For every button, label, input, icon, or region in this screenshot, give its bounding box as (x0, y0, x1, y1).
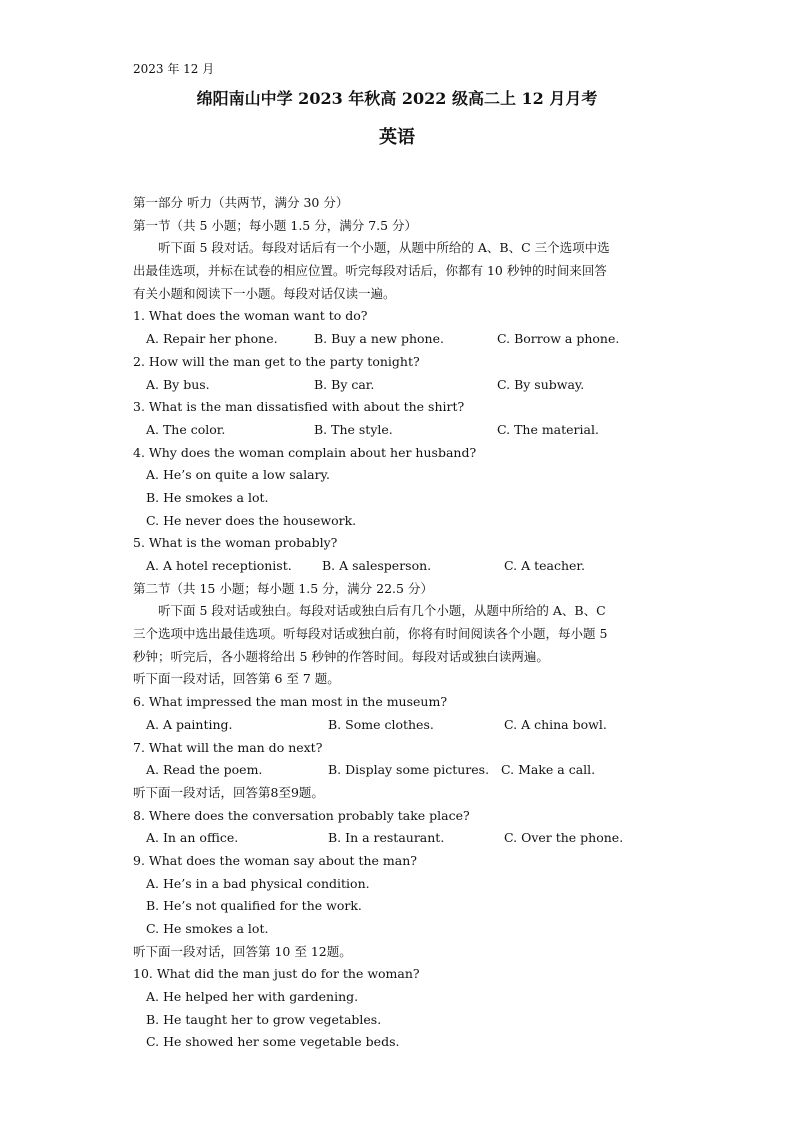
instruction-line: 有关小题和阅读下一小题。每段对话仅读一遍。 (133, 285, 396, 301)
option-b: B. In a restaurant. (328, 830, 445, 846)
option-c: C. By subway. (497, 376, 585, 392)
part-heading: 第一部分 听力（共两节，满分 30 分） (133, 195, 349, 210)
option-row (133, 328, 663, 351)
question-stem: 3. What is the man dissatisfied with about the shirt? (133, 399, 465, 415)
question-stem: 4. Why does the woman complain about her husband? (133, 444, 477, 460)
question-stem: 10. What did the man just do for the woman? (133, 966, 420, 982)
dialog-intro: 听下面一段对话，回答第 6 至 7 题。 (133, 671, 340, 687)
option-b: B. A salesperson. (322, 558, 432, 573)
option-b: B. The style. (314, 421, 393, 437)
option-b: B. He taught her to grow vegetables. (146, 1011, 382, 1027)
option-c: C. A teacher. (504, 558, 585, 573)
question-stem: 9. What does the woman say about the man? (133, 852, 417, 868)
option-row (133, 374, 663, 397)
option-a: A. A painting. (146, 716, 233, 732)
instruction-line: 听下面 5 段对话。每段对话后有一个小题，从题中所给的 A、B、C 三个选项中选 (158, 240, 610, 256)
question-stem: 8. Where does the conversation probably take place? (133, 807, 470, 823)
exam-date: 2023 年 12 月 (133, 62, 215, 76)
question-stem: 2. How will the man get to the party tonight? (133, 353, 420, 369)
question-stem: 5. What is the woman probably? (133, 535, 338, 551)
option-c: C. The material. (497, 421, 599, 437)
option-row (133, 827, 663, 850)
option-c: C. Over the phone. (504, 830, 624, 846)
option-c: C. He showed her some vegetable beds. (146, 1034, 400, 1050)
question-stem: 1. What does the woman want to do? (133, 308, 368, 324)
option-a: A. The color. (146, 421, 226, 437)
option-row (133, 419, 663, 442)
option-b: B. Buy a new phone. (314, 331, 444, 347)
dialog-intro: 听下面一段对话，回答第 10 至 12题。 (133, 943, 352, 959)
option-row (133, 714, 663, 737)
option-c: C. He never does the housework. (146, 512, 357, 528)
question-stem: 6. What impressed the man most in the museum? (133, 694, 448, 710)
section-heading: 第二节（共 15 小题；每小题 1.5 分，满分 22.5 分） (133, 580, 433, 596)
option-b: B. He’s not qualified for the work. (146, 898, 362, 914)
section-heading: 第一节（共 5 小题；每小题 1.5 分，满分 7.5 分） (133, 217, 418, 233)
option-row (133, 555, 663, 578)
option-a: A. In an office. (146, 830, 239, 846)
option-c: C. Make a call. (501, 762, 596, 778)
option-a: A. A hotel receptionist. (146, 558, 292, 573)
exam-title: 绵阳南山中学 2023 年秋高 2022 级高二上 12 月月考 (196, 89, 598, 108)
option-a: A. He helped her with gardening. (146, 989, 359, 1005)
option-a: A. Repair her phone. (146, 331, 278, 347)
option-b: B. Display some pictures. (328, 762, 490, 778)
option-b: B. Some clothes. (328, 716, 434, 732)
instruction-line: 三个选项中选出最佳选项。听每段对话或独白前，你将有时间阅读各个小题，每小题 5 (133, 626, 608, 642)
option-row (133, 759, 663, 782)
dialog-intro: 听下面一段对话，回答第8至9题。 (133, 784, 324, 800)
option-a: A. He’s on quite a low salary. (146, 467, 330, 483)
exam-subject: 英语 (379, 127, 415, 148)
option-c: C. He smokes a lot. (146, 921, 269, 936)
option-b: B. He smokes a lot. (146, 489, 269, 505)
instruction-line: 秒钟；听完后，各小题将给出 5 秒钟的作答时间。每段对话或独白读两遍。 (133, 648, 549, 664)
exam-content (133, 192, 663, 1054)
instruction-line: 听下面 5 段对话或独白。每段对话或独白后有几个小题，从题中所给的 A、B、C (158, 603, 606, 619)
instruction-line: 出最佳选项，并标在试卷的相应位置。听完每段对话后，你都有 10 秒钟的时间来回答 (133, 263, 607, 279)
question-stem: 7. What will the man do next? (133, 739, 323, 755)
option-c: C. A china bowl. (504, 716, 607, 732)
option-a: A. By bus. (146, 376, 210, 392)
option-a: A. He’s in a bad physical condition. (146, 875, 370, 891)
option-a: A. Read the poem. (146, 762, 263, 778)
option-c: C. Borrow a phone. (497, 331, 620, 347)
option-b: B. By car. (314, 376, 375, 392)
